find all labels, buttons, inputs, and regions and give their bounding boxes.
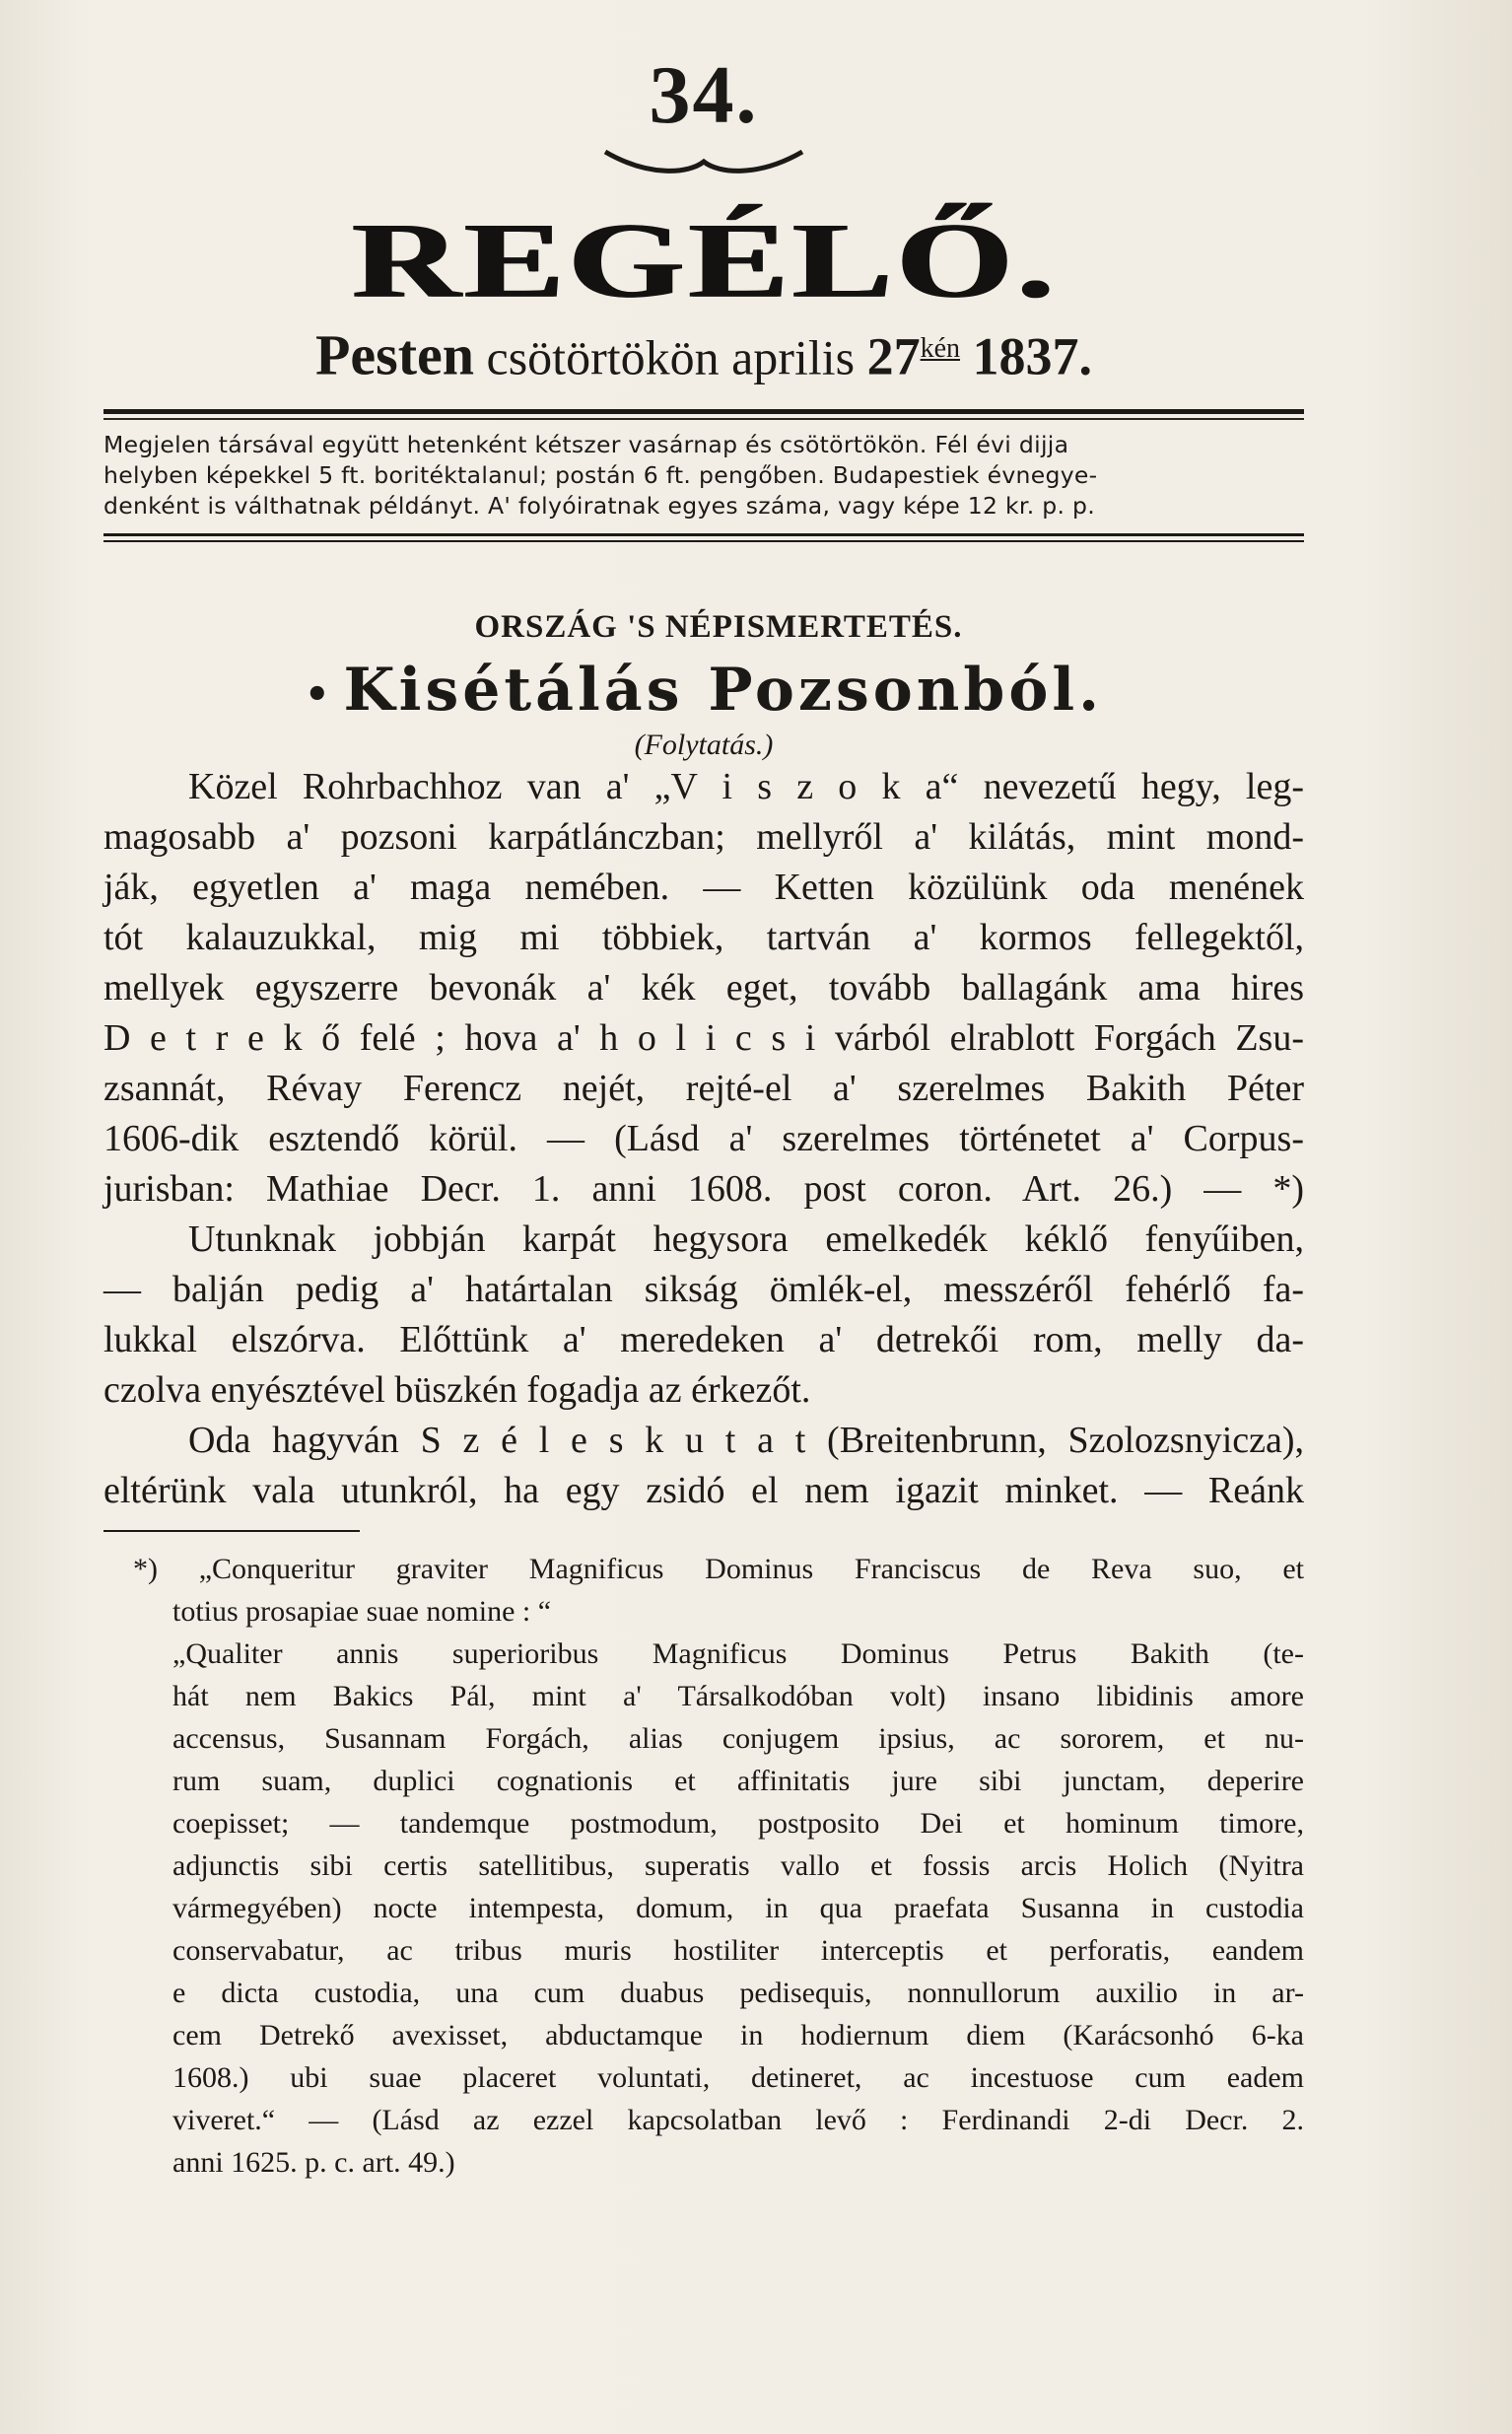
notice-rule	[103, 533, 1304, 536]
footnote-line: cem Detrekő avexisset, abductamque in hodiernum diem (Karácsonhó 6-ka	[172, 2018, 1304, 2052]
notice-line: denként is válthatnak példányt. A' folyóiratnak egyes száma, vagy képe 12 kr. p. p.	[103, 491, 1095, 520]
body-line: Oda hagyván S z é l e s k u t a t (Breitenbrunn, Szolozsnyicza),	[188, 1419, 1304, 1461]
footnote-line: e dicta custodia, una cum duabus pedisequis, nonnullorum auxilio in ar-	[172, 1976, 1304, 2009]
page-column	[103, 0, 1304, 2184]
footnote-line: *) „Conqueritur graviter Magnificus Dominus Franciscus de Reva suo, et	[133, 1552, 1304, 1585]
footnote-line: hát nem Bakics Pál, mint a' Társalkodóban volt) insano libidinis amore	[172, 1679, 1304, 1712]
masthead-title: REGÉLŐ.	[350, 200, 1058, 320]
footnote-line: viveret.“ — (Lásd az ezzel kapcsolatban levő : Ferdinandi 2-di Decr. 2.	[172, 2103, 1304, 2136]
body-line: — balján pedig a' határtalan sikság ömlék-el, messzéről fehérlő fa-	[103, 1268, 1304, 1310]
dateline-day: 27	[866, 326, 921, 386]
bullet-icon: •	[304, 670, 334, 718]
continuation-note: (Folytatás.)	[634, 728, 774, 761]
dateline-year: 1837.	[972, 326, 1093, 386]
footnote-line: 1608.) ubi suae placeret voluntati, detineret, ac incestuose cum eadem	[172, 2060, 1304, 2094]
subscription-notice	[103, 430, 1304, 522]
notice-line: helyben képekkel 5 ft. boritéktalanul; postán 6 ft. pengőben. Budapestiek évnegye-	[103, 460, 1098, 489]
body-line: jurisban: Mathiae Decr. 1. anni 1608. post coron. Art. 26.) — *)	[103, 1167, 1304, 1210]
article-body	[103, 762, 1304, 1516]
body-line: ják, egyetlen a' maga nemében. — Ketten közülünk oda menének	[103, 866, 1304, 908]
dateline-day-suffix: kén	[920, 333, 961, 364]
body-line: mellyek egyszerre bevonák a' kék eget, tovább ballagánk ama hires	[103, 966, 1304, 1008]
footnote-line: vármegyében) nocte intempesta, domum, in qua praefata Susanna in custodia	[172, 1891, 1304, 1924]
body-line: tót kalauzukkal, mig mi többiek, tartván a' kormos fellegektől,	[103, 916, 1304, 958]
notice-line: Megjelen társával együtt hetenként kétszer vasárnap és csötörtökön. Fél évi dijja	[103, 430, 1069, 458]
footnote-line: accensus, Susannam Forgách, alias conjugem ipsius, ac sororem, et nu-	[172, 1721, 1304, 1755]
swash-ornament	[600, 140, 807, 179]
article-title: Kisétálás Pozsonból.	[343, 655, 1104, 725]
dateline	[103, 317, 1304, 389]
body-line: lukkal elszórva. Előttünk a' meredeken a' detrekői rom, melly da-	[103, 1318, 1304, 1360]
body-line: eltérünk vala utunkról, ha egy zsidó el nem igazit minket. — Reánk	[103, 1469, 1304, 1511]
body-line: magosabb a' pozsoni karpátlánczban; mellyről a' kilátás, mint mond-	[103, 815, 1304, 858]
footnote-line: rum suam, duplici cognationis et affinitatis jure sibi junctam, deperire	[172, 1764, 1304, 1797]
section-heading: ORSZÁG 'S NÉPISMERTETÉS.	[474, 608, 963, 645]
footnote-line: „Qualiter annis superioribus Magnificus Dominus Petrus Bakith (te-	[172, 1636, 1304, 1670]
footnote-line: anni 1625. p. c. art. 49.)	[172, 2145, 455, 2179]
body-line: Utunknak jobbján karpát hegysora emelkedék kéklő fenyűiben,	[188, 1217, 1304, 1260]
footnote	[103, 1548, 1304, 2184]
footnote-line: coepisset; — tandemque postmodum, postposito Dei et hominum timore,	[172, 1806, 1304, 1840]
body-line: D e t r e k ő felé ; hova a' h o l i c s i várból elrablott Forgách Zsu-	[103, 1016, 1304, 1059]
footnote-line: totius prosapiae suae nomine : “	[172, 1594, 552, 1628]
notice-rule-thin	[103, 540, 1304, 542]
header-rule	[103, 409, 1304, 414]
issue-number: 34.	[649, 49, 759, 141]
header-rule-thin	[103, 418, 1304, 420]
footnote-line: adjunctis sibi certis satellitibus, superatis vallo et fossis arcis Holich (Nyitra	[172, 1848, 1304, 1882]
body-line: czolva enyésztével büszkén fogadja az érkezőt.	[103, 1368, 811, 1411]
footnote-line: conservabatur, ac tribus muris hostiliter interceptis et perforatis, eandem	[172, 1933, 1304, 1967]
body-line: 1606-dik esztendő körül. — (Lásd a' szerelmes történetet a' Corpus-	[103, 1117, 1304, 1159]
masthead	[103, 185, 1304, 335]
footnote-rule	[103, 1530, 360, 1532]
body-line: zsannát, Révay Ferencz nejét, rejté-el a' szerelmes Bakith Péter	[103, 1067, 1304, 1109]
body-line: Közel Rohrbachhoz van a' „V i s z o k a“ nevezetű hegy, leg-	[188, 765, 1304, 807]
dateline-weekday-month: csötörtökön aprilis	[486, 329, 856, 385]
dateline-city: Pesten	[314, 322, 475, 387]
article-title-wrap	[103, 656, 1304, 725]
